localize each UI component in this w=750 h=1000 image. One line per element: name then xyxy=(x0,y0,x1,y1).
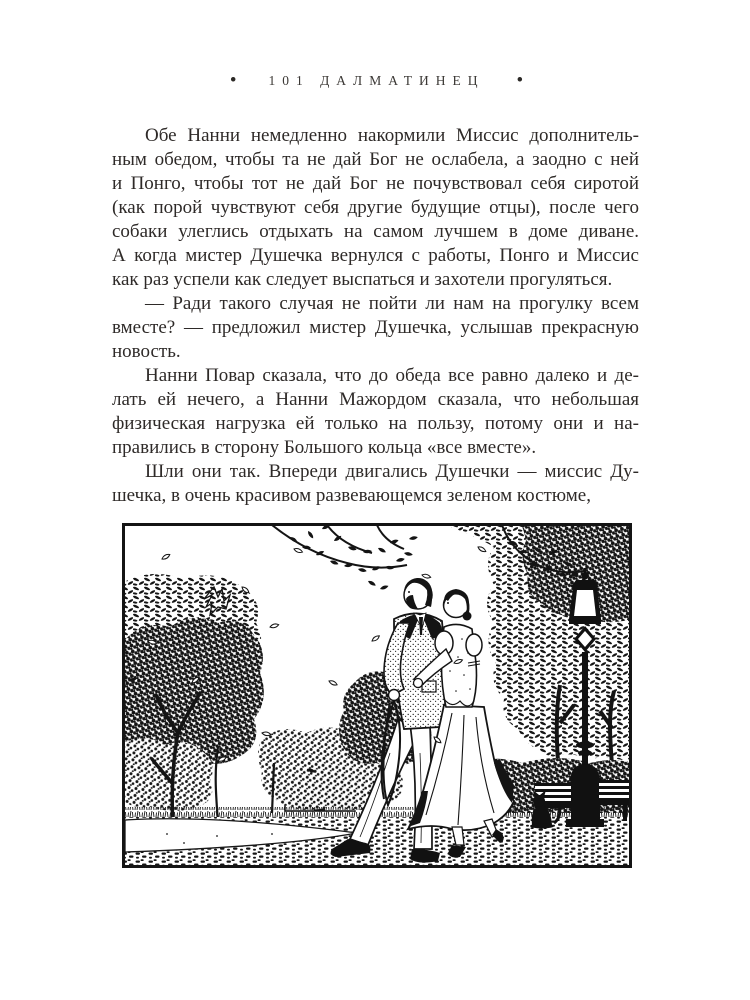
text-line: и Понго, чтобы тот не дай Бог не почувствовал себя сиротой xyxy=(112,173,639,194)
text-line: (как порой чувствуют себя другие будущие отцы), после чего xyxy=(112,197,639,218)
text-line: лать ей нечего, а Нанни Мажордом сказала, что небольшая xyxy=(112,389,639,410)
text-line: собаки улеглись отдыхать на самом лучшем в доме диване. xyxy=(112,221,639,242)
text-line: новость. xyxy=(112,341,181,362)
text-line: Нанни Повар сказала, что до обеда все равно далеко и де- xyxy=(145,365,639,386)
running-head xyxy=(113,70,640,91)
park-illustration xyxy=(122,523,632,868)
header-title: 101 ДАЛМАТИНЕЦ xyxy=(268,73,485,88)
text-line: правились в сторону Большого кольца «все вместе». xyxy=(112,437,537,458)
text-line: Шли они так. Впереди двигались Душечки — миссис Ду- xyxy=(145,461,639,482)
header-bullet-left: • xyxy=(229,70,237,91)
text-line: Обе Нанни немедленно накормили Миссис дополнитель- xyxy=(145,125,639,146)
text-line: вместе? — предложил мистер Душечка, услышав прекрасную xyxy=(112,317,639,338)
text-line: ным обедом, чтобы та не дай Бог не ослабела, а заодно с ней xyxy=(112,149,639,170)
text-line: шечка, в очень красивом развевающемся зеленом костюме, xyxy=(112,485,591,506)
text-line: — Ради такого случая не пойти ли нам на прогулку всем xyxy=(145,293,639,314)
text-line: как раз успели как следует выспаться и захотели прогуляться. xyxy=(112,269,613,290)
header-bullet-right: • xyxy=(516,70,524,91)
paragraph xyxy=(112,460,639,508)
body-text xyxy=(112,124,639,508)
paragraph xyxy=(112,364,639,460)
paragraph xyxy=(112,124,639,292)
text-line: А когда мистер Душечка вернулся с работы, Понго и Миссис xyxy=(112,245,639,266)
paragraph xyxy=(112,292,639,364)
illustration-svg xyxy=(122,523,632,868)
text-line: физическая нагрузка ей только на пользу, потому они и на- xyxy=(112,413,639,434)
